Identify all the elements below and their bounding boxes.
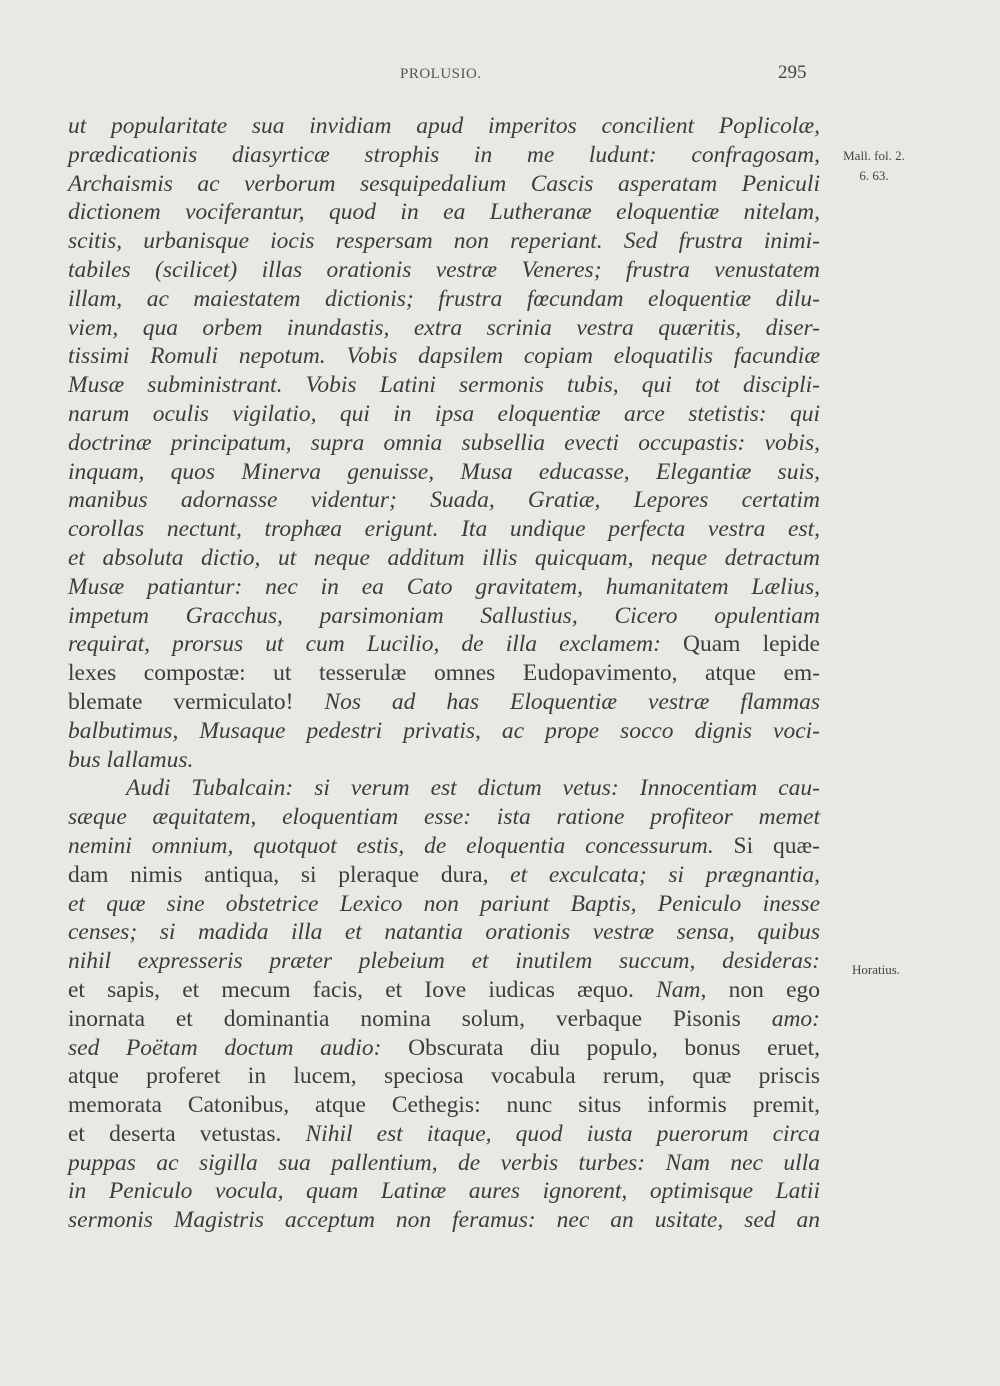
margin-note-horatius: Horatius. [852, 962, 901, 977]
text-line [68, 918, 820, 947]
page-number: 295 [778, 62, 807, 83]
text-line [68, 947, 820, 976]
text-segment: Nihil est itaque, quod iusta puerorum circa [305, 1120, 820, 1147]
text-line [68, 1005, 820, 1034]
text-line [68, 832, 820, 861]
margin-note-mall-line2: 6. 63. [859, 168, 889, 183]
text-segment: balbutimus, Musaque pedestri privatis, ac prope socco dignis voci- [68, 717, 820, 744]
text-line [68, 544, 820, 573]
text-line [68, 976, 820, 1005]
text-line [68, 256, 820, 285]
text-line [68, 486, 820, 515]
text-line [68, 314, 820, 343]
text-segment: impetum Gracchus, parsimoniam Sallustius, Cicero opulentiam [68, 602, 820, 629]
text-segment: dam nimis antiqua, si pleraque dura, [68, 861, 511, 888]
text-line [68, 515, 820, 544]
text-segment: et deserta vetustas. [68, 1120, 306, 1147]
text-segment: Si quæ- [733, 832, 820, 859]
text-segment: sæque æquitatem, eloquentiam esse: ista ratione profiteor memet [68, 804, 820, 831]
text-segment: Nos ad has Eloquentiæ vestræ flammas [324, 688, 821, 715]
text-segment: Quam lepide [683, 631, 820, 658]
text-segment: viem, qua orbem inundastis, extra scrinia vestra quæritis, diser- [68, 314, 820, 341]
text-line [68, 285, 820, 314]
text-segment: blemate vermiculato! [68, 688, 325, 715]
text-segment: ut popularitate sua invidiam apud imperitos concilient Poplicolæ, [68, 113, 820, 139]
text-segment: non ego [728, 976, 820, 1003]
text-line [68, 803, 820, 832]
text-line [68, 1091, 820, 1120]
text-segment: inornata et dominantia nomina solum, verbaque Pisonis [68, 1005, 772, 1032]
text-line [68, 890, 820, 919]
text-segment: nemini omnium, quotquot estis, de eloquentia concessurum. [68, 832, 734, 859]
text-line [68, 141, 820, 170]
text-line [68, 659, 820, 688]
body-text [68, 112, 820, 1235]
text-segment: et quæ sine obstetrice Lexico non pariunt Baptis, Peniculo inesse [68, 890, 820, 917]
text-segment: atque proferet in lucem, speciosa vocabula rerum, quæ priscis [68, 1063, 820, 1090]
text-line [68, 198, 820, 227]
text-line [68, 688, 820, 717]
text-line [68, 227, 820, 256]
text-line [68, 1120, 820, 1149]
text-line [68, 573, 820, 602]
text-line [68, 342, 820, 371]
text-segment: Audi Tubalcain: si verum est dictum vetus: Innocentiam cau- [126, 775, 820, 802]
margin-note-mall-line1: Mall. fol. 2. [843, 148, 905, 163]
text-line [68, 458, 820, 487]
text-line [68, 1206, 820, 1235]
margin-note-mall [828, 146, 920, 186]
text-line [68, 717, 820, 746]
text-segment: Musæ subministrant. Vobis Latini sermonis tubis, qui tot discipli- [68, 372, 820, 399]
text-segment: Archaismis ac verborum sesquipedalium Cascis asperatam Peniculi [68, 170, 820, 197]
text-segment: et sapis, et mecum facis, et Iove iudicas æquo. [68, 976, 657, 1003]
text-line [68, 371, 820, 400]
running-title: PROLUSIO. [400, 66, 482, 82]
text-segment: nihil expresseris præter plebeium et inutilem succum, desideras: [68, 948, 820, 975]
text-segment: censes; si madida illa et natantia orationis vestræ sensa, quibus [68, 919, 820, 946]
text-segment: puppas ac sigilla sua pallentium, de verbis turbes: Nam nec ulla [68, 1149, 820, 1176]
text-segment: scitis, urbanisque iocis respersam non reperiant. Sed frustra inimi- [68, 228, 820, 255]
text-segment: Nam, [656, 976, 729, 1003]
text-line [68, 861, 820, 890]
text-line [68, 774, 820, 803]
text-segment: et exculcata; si prægnantia, [510, 861, 821, 888]
text-line [68, 429, 820, 458]
text-line [68, 1034, 820, 1063]
text-segment: in Peniculo vocula, quam Latinæ aures ignorent, optimisque Latii [68, 1178, 820, 1205]
text-segment: tissimi Romuli nepotum. Vobis dapsilem copiam eloquatilis facundiæ [68, 343, 820, 370]
text-segment: illam, ac maiestatem dictionis; frustra fœcundam eloquentiæ dilu- [68, 285, 820, 312]
text-line [68, 1177, 820, 1206]
text-segment: lexes compostæ: ut tesserulæ omnes Eudopavimento, atque em- [68, 660, 820, 687]
text-segment: corollas nectunt, trophæa erigunt. Ita undique perfecta vestra est, [68, 516, 820, 543]
text-line [68, 170, 820, 199]
text-segment: Obscurata diu populo, bonus eruet, [408, 1034, 820, 1061]
text-line [68, 112, 820, 141]
text-segment: Musæ patiantur: nec in ea Cato gravitatem, humanitatem Lælius, [68, 573, 820, 600]
text-segment: tabiles (scilicet) illas orationis vestræ Veneres; frustra venustatem [68, 256, 820, 283]
text-segment: memorata Catonibus, atque Cethegis: nunc situs informis premit, [68, 1092, 820, 1119]
text-segment: dictionem vociferantur, quod in ea Lutheranæ eloquentiæ nitelam, [68, 199, 820, 226]
text-segment: doctrinæ principatum, supra omnia subsellia evecti occupastis: vobis, [68, 429, 820, 456]
text-line [68, 630, 820, 659]
text-segment: inquam, quos Minerva genuisse, Musa educasse, Elegantiæ suis, [68, 458, 820, 485]
text-line [68, 1149, 820, 1178]
text-segment: sermonis Magistris acceptum non feramus: nec an usitate, sed an [68, 1207, 820, 1234]
text-line [68, 746, 820, 775]
text-segment: sed Poëtam doctum audio: [68, 1034, 409, 1061]
text-segment: manibus adornasse videntur; Suada, Gratiæ, Lepores certatim [68, 487, 820, 514]
text-line [68, 602, 820, 631]
text-segment: narum oculis vigilatio, qui in ipsa eloquentiæ arce stetistis: qui [68, 400, 820, 427]
text-segment: et absoluta dictio, ut neque additum illis quicquam, neque detractum [68, 544, 820, 571]
text-segment: prædicationis diasyrticæ strophis in me ludunt: confragosam, [68, 141, 820, 168]
text-line [68, 400, 820, 429]
text-line [68, 1062, 820, 1091]
text-segment: amo: [771, 1005, 820, 1032]
text-segment: bus lallamus. [68, 746, 194, 773]
text-segment: requirat, prorsus ut cum Lucilio, de illa exclamem: [68, 631, 684, 658]
